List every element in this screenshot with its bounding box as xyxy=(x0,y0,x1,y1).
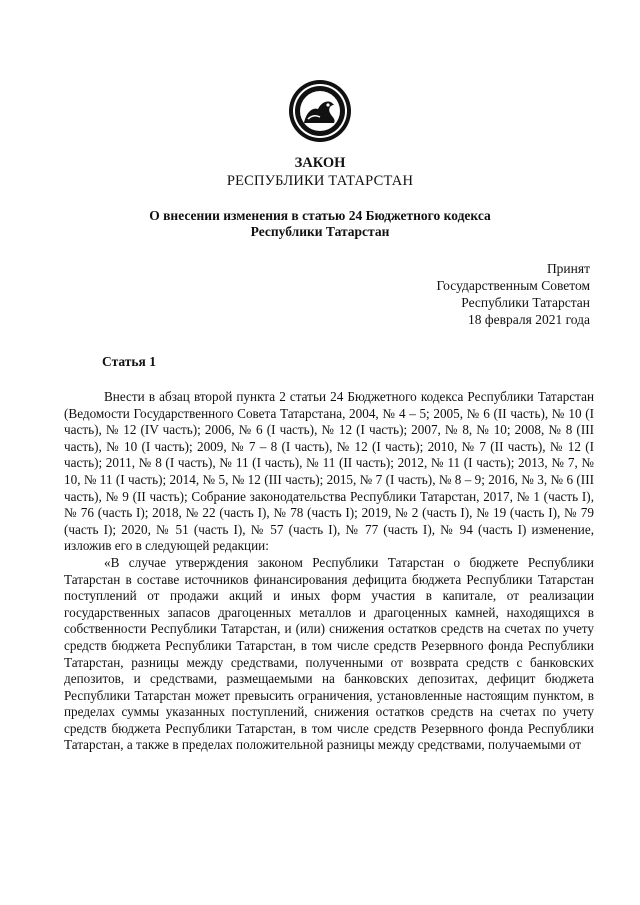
article-heading: Статья 1 xyxy=(102,354,156,369)
emblem-seal-icon xyxy=(288,79,352,143)
law-title: ЗАКОН xyxy=(294,155,346,171)
adoption-block xyxy=(437,260,590,328)
adoption-line: Принят xyxy=(546,261,590,276)
paragraph: Внести в абзац второй пункта 2 статьи 24 Бюджетного кодекса Республики Татарстан (Ведомости Государственного Совета Татарстана, 2004, № 4 – 5; 2005, № 6 (II часть), № 10 (I часть), № 12 (IV часть); 2006, № 6 (I часть), № 12 (I часть); 2007, № 8, № 10; 2008, № 8 (III часть), № 10 (I часть); 2009, № 7 – 8 (I часть), № 12 (I часть); 2010, № 7 (II часть), № 12 (I часть); 2011, № 8 (I часть), № 11 (I часть), № 11 (II часть); 2012, № 11 (I часть); 2013, № 7, № 10, № 11 (I часть); 2014, № 5, № 12 (III часть); 2015, № 7 (I часть), № 8 – 9; 2016, № 3, № 6 (III часть), № 9 (II часть); Собрание законодательства Республики Татарстан, 2017, № 1 (часть I), № 76 (часть I); 2018, № 22 (часть I), № 78 (часть I); 2019, № 2 (часть I), № 19 (часть I), № 79 (часть I); 2020, № 51 (часть I), № 57 (часть I), № 77 (часть I), № 94 (часть I) изменение, изложив его в следующей редакции: xyxy=(64,389,594,554)
adoption-line: Республики Татарстан xyxy=(461,295,590,310)
adoption-line: Государственным Советом xyxy=(436,278,590,293)
article-body xyxy=(64,389,594,754)
law-subject-line2: Республики Татарстан xyxy=(250,224,390,239)
paragraph: «В случае утверждения законом Республики Татарстан о бюджете Республики Татарстан в составе источников финансирования дефицита бюджета Республики Татарстан поступлений от продажи акций и иных форм участия в капитале, от реализации государственных запасов драгоценных металлов и драгоценных камней, находящихся в собственности Республики Татарстан, и (или) снижения остатков средств на счетах по учету средств бюджета Республики Татарстан, в том числе средств Резервного фонда Республики Татарстан, разницы между средствами, полученными от возврата средств с банковских депозитов, и средствами, размещаемыми на банковских депозитах, дефицит бюджета Республики Татарстан может превысить ограничения, установленные настоящим пунктом, в пределах суммы указанных поступлений, снижения остатков средств на счетах по учету средств бюджета Республики Татарстан, в том числе средств Резервного фонда Республики Татарстан, а также в пределах положительной разницы между средствами, получаемыми от xyxy=(64,554,594,753)
law-subject-line1: О внесении изменения в статью 24 Бюджетного кодекса xyxy=(149,208,491,223)
adoption-date: 18 февраля 2021 года xyxy=(468,312,590,327)
law-republic: РЕСПУБЛИКИ ТАТАРСТАН xyxy=(226,173,414,189)
